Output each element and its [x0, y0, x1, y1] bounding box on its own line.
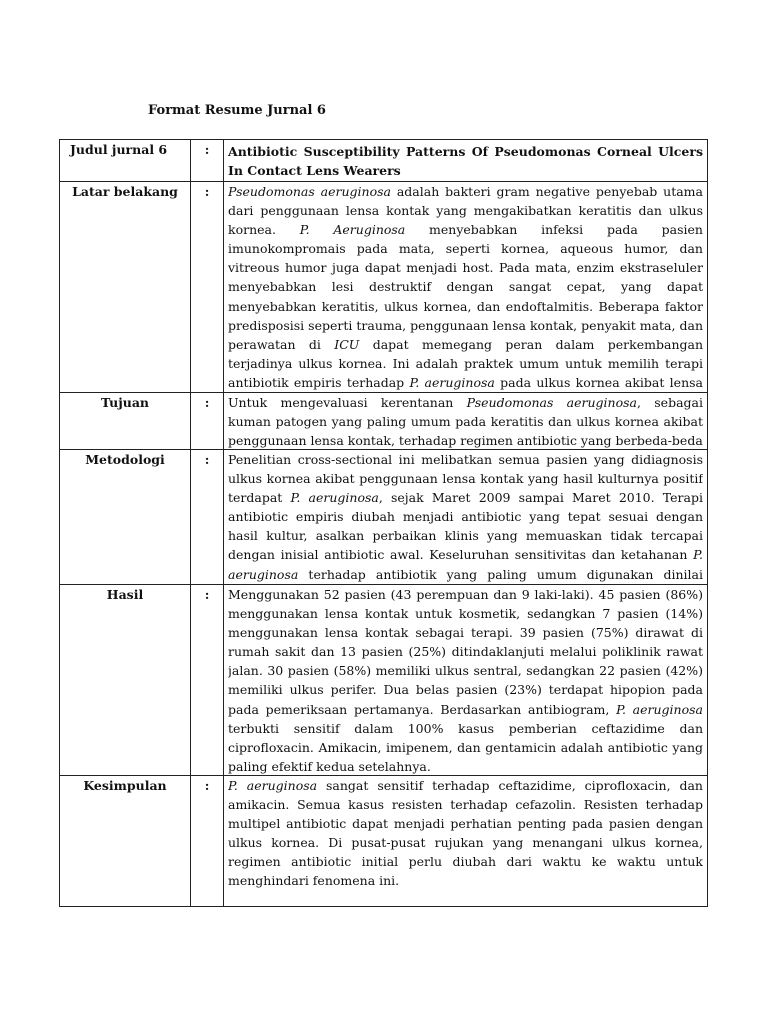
table-row-latar-belakang [60, 182, 708, 393]
colon-judul: : [191, 140, 224, 182]
content-judul: Antibiotic Susceptibility Patterns Of Pseudomonas Corneal Ulcers In Contact Lens Wearers [224, 140, 708, 182]
label-kesimpulan: Kesimpulan [60, 776, 191, 907]
label-tujuan: Tujuan [60, 393, 191, 450]
table-row-tujuan [60, 393, 708, 450]
content-hasil: Menggunakan 52 pasien (43 perempuan dan 9 laki-laki). 45 pasien (86%) menggunakan lensa kontak untuk kosmetik, sedangkan 7 pasien (14%) menggunakan lensa kontak sebagai terapi. 39 pasien (75%) dirawat di rumah sakit dan 13 pasien (25%) ditindaklanjuti melalui poliklinik rawat jalan. 30 pasien (58%) memiliki ulkus sentral, sedangkan 22 pasien (42%) memiliki ulkus perifer. Dua belas pasien (23%) terdapat hipopion pada pada pemeriksaan pertamanya. Berdasarkan antibiogram, P. aeruginosa terbukti sensitif dalam 100% kasus pemberian ceftazidime dan ciprofloxacin. Amikacin, imipenem, dan gentamicin adalah antibiotic yang paling efektif kedua setelahnya. [224, 585, 708, 776]
table-row-metodologi [60, 450, 708, 585]
content-kesimpulan: P. aeruginosa sangat sensitif terhadap ceftazidime, ciprofloxacin, dan amikacin. Semua kasus resisten terhadap cefazolin. Resisten terhadap multipel antibiotic dapat menjadi perhatian penting pada pasien dengan ulkus kornea. Di pusat-pusat rujukan yang menangani ulkus kornea, regimen antibiotic initial perlu diubah dari waktu ke waktu untuk menghindari fenomena ini. [224, 776, 708, 907]
colon-latar-belakang: : [191, 182, 224, 393]
page-title: Format Resume Jurnal 6 [148, 103, 326, 118]
colon-hasil: : [191, 585, 224, 776]
colon-metodologi: : [191, 450, 224, 585]
content-latar-belakang: Pseudomonas aeruginosa adalah bakteri gram negative penyebab utama dari penggunaan lensa kontak yang mengakibatkan keratitis dan ulkus kornea. P. Aeruginosa menyebabkan infeksi pada pasien imunokompromais pada mata, seperti kornea, aqueous humor, dan vitreous humor juga dapat menjadi host. Pada mata, enzim ekstraseluler menyebabkan lesi destruktif dengan sangat cepat, yang dapat menyebabkan keratitis, ulkus kornea, dan endoftalmitis. Beberapa faktor predisposisi seperti trauma, penggunaan lensa kontak, penyakit mata, dan perawatan di ICU dapat memegang peran dalam perkembangan terjadinya ulkus kornea. Ini adalah praktek umum untuk memilih terapi antibiotik empiris terhadap P. aeruginosa pada ulkus kornea akibat lensa [224, 182, 708, 393]
label-metodologi: Metodologi [60, 450, 191, 585]
label-judul: Judul jurnal 6 [60, 140, 191, 182]
content-metodologi: Penelitian cross-sectional ini melibatkan semua pasien yang didiagnosis ulkus kornea akibat penggunaan lensa kontak yang hasil kulturnya positif terdapat P. aeruginosa, sejak Maret 2009 sampai Maret 2010. Terapi antibiotic empiris diubah menjadi antibiotic yang tepat sesuai dengan hasil kultur, asalkan perbaikan klinis yang memuaskan tidak tercapai dengan inisial antibiotic awal. Keseluruhan sensitivitas dan ketahanan P. aeruginosa terhadap antibiotik yang paling umum digunakan dinilai [224, 450, 708, 585]
colon-kesimpulan: : [191, 776, 224, 907]
label-latar-belakang: Latar belakang [60, 182, 191, 393]
table-row-kesimpulan [60, 776, 708, 907]
colon-tujuan: : [191, 393, 224, 450]
content-tujuan: Untuk mengevaluasi kerentanan Pseudomonas aeruginosa, sebagai kuman patogen yang paling umum pada keratitis dan ulkus kornea akibat penggunaan lensa kontak, terhadap regimen antibiotic yang berbeda-beda [224, 393, 708, 450]
table-row-judul [60, 140, 708, 182]
table-row-hasil [60, 585, 708, 776]
label-hasil: Hasil [60, 585, 191, 776]
resume-table [59, 139, 708, 907]
